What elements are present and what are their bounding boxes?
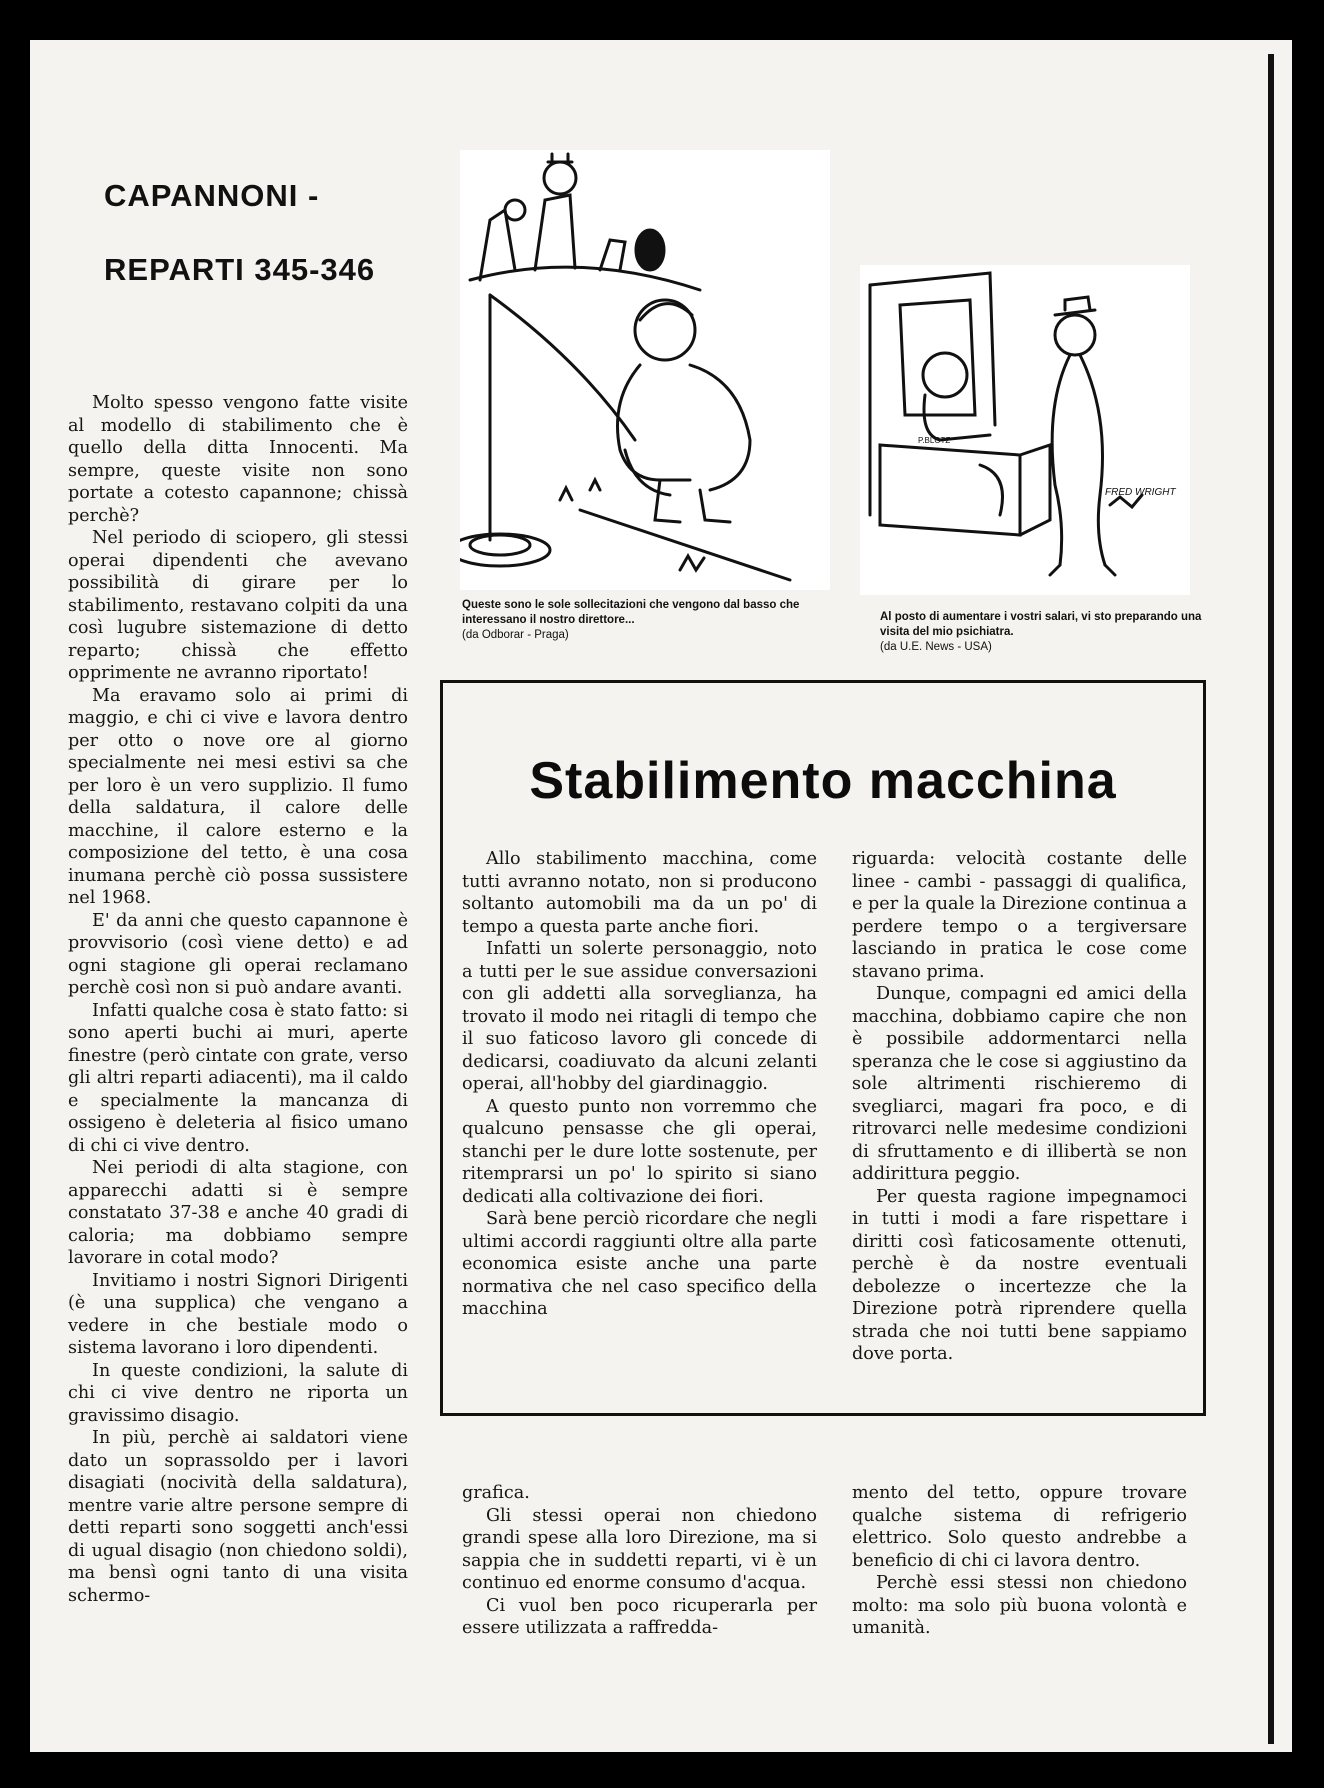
article-continuation-middle — [462, 1482, 817, 1640]
cartoon-fisherman — [460, 150, 830, 590]
article-left-paragraph: Infatti qualche cosa è stato fatto: si sono aperti buchi ai muri, aperte finestre (però cintate con grate, verso gli altri reparti adiacenti), ma il caldo e specialmente la mancanza di ossigeno è deleteria al fisico umano di chi ci vive dentro. — [68, 1000, 408, 1156]
boxed-article-paragraph: Infatti un solerte personaggio, noto a tutti per le sue assidue conversazioni con gli addetti alla sorveglianza, ha trovato il modo nei ritagli di tempo che il suo faticoso lavoro gli concede di dedicarsi, coadiuvato da alcuni zelanti operai, all'hobby del giardinaggio. — [462, 939, 817, 1094]
article-left-paragraph: Invitiamo i nostri Signori Dirigenti (è una supplica) che vengano a vedere in che bestiale modo o sistema lavorano i loro dipendenti. — [68, 1270, 408, 1358]
boxed-article-paragraph: Allo stabilimento macchina, come tutti avranno notato, non si producono soltanto automobili ma da un po' di tempo a questa parte anche fiori. — [462, 849, 817, 937]
right-border-line — [1268, 54, 1274, 1744]
continuation-paragraph: Gli stessi operai non chiedono grandi spese alla loro Direzione, ma si sappia che in suddetti reparti, vi è un continuo ed enorme consumo d'acqua. — [462, 1505, 817, 1593]
article-left-paragraph: In più, perchè ai saldatori viene dato un soprassoldo per i lavori disagiati (nocività della saldatura), mentre varie altre persone sempre di detti reparti sono soggetti anch'essi di ugual disagio (non chiedono soldi), ma bensì ogni tanto di una visita schermo- — [68, 1428, 408, 1606]
boxed-article-paragraph: Per questa ragione impegnamoci in tutti i modi a fare rispettare i diritti così faticosamente ottenuti, perchè è da nostre eventuali debolezze o incertezze che la Direzione potrà riprendere quella strada che noi tutti bene sappiamo dove porta. — [852, 1186, 1187, 1364]
cartoon-fisherman-drawing — [460, 150, 830, 590]
article-left-paragraph: Ma eravamo solo ai primi di maggio, e chi ci vive e lavora dentro per otto o nove ore al giorno specialmente nei mesi estivi sa che per loro è un vero supplizio. Il fumo della saldatura, il calore delle macchine, il calore esterno e la composizione del tetto, è una cosa inumana perchè ciò possa sussistere nel 1968. — [68, 685, 408, 908]
boxed-article-paragraph: Dunque, compagni ed amici della macchina, dobbiamo capire che non è possibile addormentarci nella speranza che le cose si aggiustino da sole altrimenti rischieremo di svegliarci, magari fra poco, e di ritrovarci nelle medesime condizioni di sfruttamento e di illibertà se non addirittura peggio. — [852, 984, 1187, 1184]
article-left-paragraph: Nel periodo di sciopero, gli stessi operai dipendenti che avevano possibilità di girare per lo stabilimento, restavano colpiti da una così lugubre sistemazione di detto reparto; chissà che effetto opprimente ne avranno riportato! — [68, 528, 408, 683]
document-page — [30, 40, 1292, 1752]
desk-nameplate: P.BLOTZ — [918, 436, 951, 445]
boxed-article-column-2 — [852, 848, 1187, 1366]
cartoon-right-caption — [880, 610, 1210, 655]
continuation-paragraph: Perchè essi stessi non chiedono molto: ma solo più buona volontà e umanità. — [852, 1573, 1187, 1638]
article-continuation-right — [852, 1482, 1187, 1640]
continuation-paragraph: mento del tetto, oppure trovare qualche sistema di refrigerio elettrico. Solo questo andrebbe a beneficio di chi ci lavora dentro. — [852, 1483, 1187, 1571]
article-left-paragraph: Molto spesso vengono fatte visite al modello di stabilimento che è quello della ditta Innocenti. Ma sempre, queste visite non sono portate a cotesto capannone; chissà perchè? — [68, 393, 408, 526]
boxed-article-paragraph: riguarda: velocità costante delle linee - cambi - passaggi di qualifica, e per la quale la Direzione continua a perdere tempo o a tergiversare lasciando in pratica le cose come stavano prima. — [852, 849, 1187, 982]
headline-line-1: CAPANNONI - — [104, 178, 320, 213]
cartoon-psychiatrist — [860, 265, 1190, 595]
article-left-column — [68, 392, 408, 1607]
continuation-paragraph: Ci vuol ben poco ricuperarla per essere utilizzata a raffredda- — [462, 1595, 817, 1638]
cartoonist-signature: FRED WRIGHT — [1105, 487, 1176, 498]
cartoon-left-caption — [462, 598, 812, 643]
cartoon-left-caption-text: Queste sono le sole sollecitazioni che vengono dal basso che interessano il nostro direttore... — [462, 599, 800, 626]
cartoon-left-source: (da Odborar - Praga) — [462, 629, 569, 641]
article-left-paragraph: In queste condizioni, la salute di chi ci vive dentro ne riporta un gravissimo disagio. — [68, 1360, 408, 1426]
article-left-paragraph: E' da anni che questo capannone è provvisorio (così viene detto) e ad ogni stagione gli operai reclamano perchè così non si può andare avanti. — [68, 910, 408, 998]
cartoon-right-source: (da U.E. News - USA) — [880, 641, 992, 653]
boxed-article-column-1 — [462, 848, 817, 1321]
boxed-article-title: Stabilimento macchina — [529, 752, 1117, 810]
boxed-article-paragraph: A questo punto non vorremmo che qualcuno pensasse che gli operai, stanchi per le dure lotte sostenute, per ritemprarsi un po' lo spirito si siano dedicati alla coltivazione dei fiori. — [462, 1096, 817, 1207]
cartoon-psychiatrist-drawing — [860, 265, 1190, 595]
boxed-article-paragraph: Sarà bene perciò ricordare che negli ultimi accordi raggiunti oltre alla parte economica esiste anche una parte normativa che nel caso specifico della macchina — [462, 1209, 817, 1319]
headline-line-2: REPARTI 345-346 — [104, 252, 376, 287]
continuation-paragraph: grafica. — [462, 1483, 530, 1503]
cartoon-right-caption-text: Al posto di aumentare i vostri salari, vi sto preparando una visita del mio psichiatra. — [880, 611, 1202, 638]
article-left-paragraph: Nei periodi di alta stagione, con apparecchi adatti si è sempre constatato 37-38 e anche 40 gradi di caloria; ma dobbiamo sempre lavorare in cotal modo? — [68, 1158, 408, 1268]
